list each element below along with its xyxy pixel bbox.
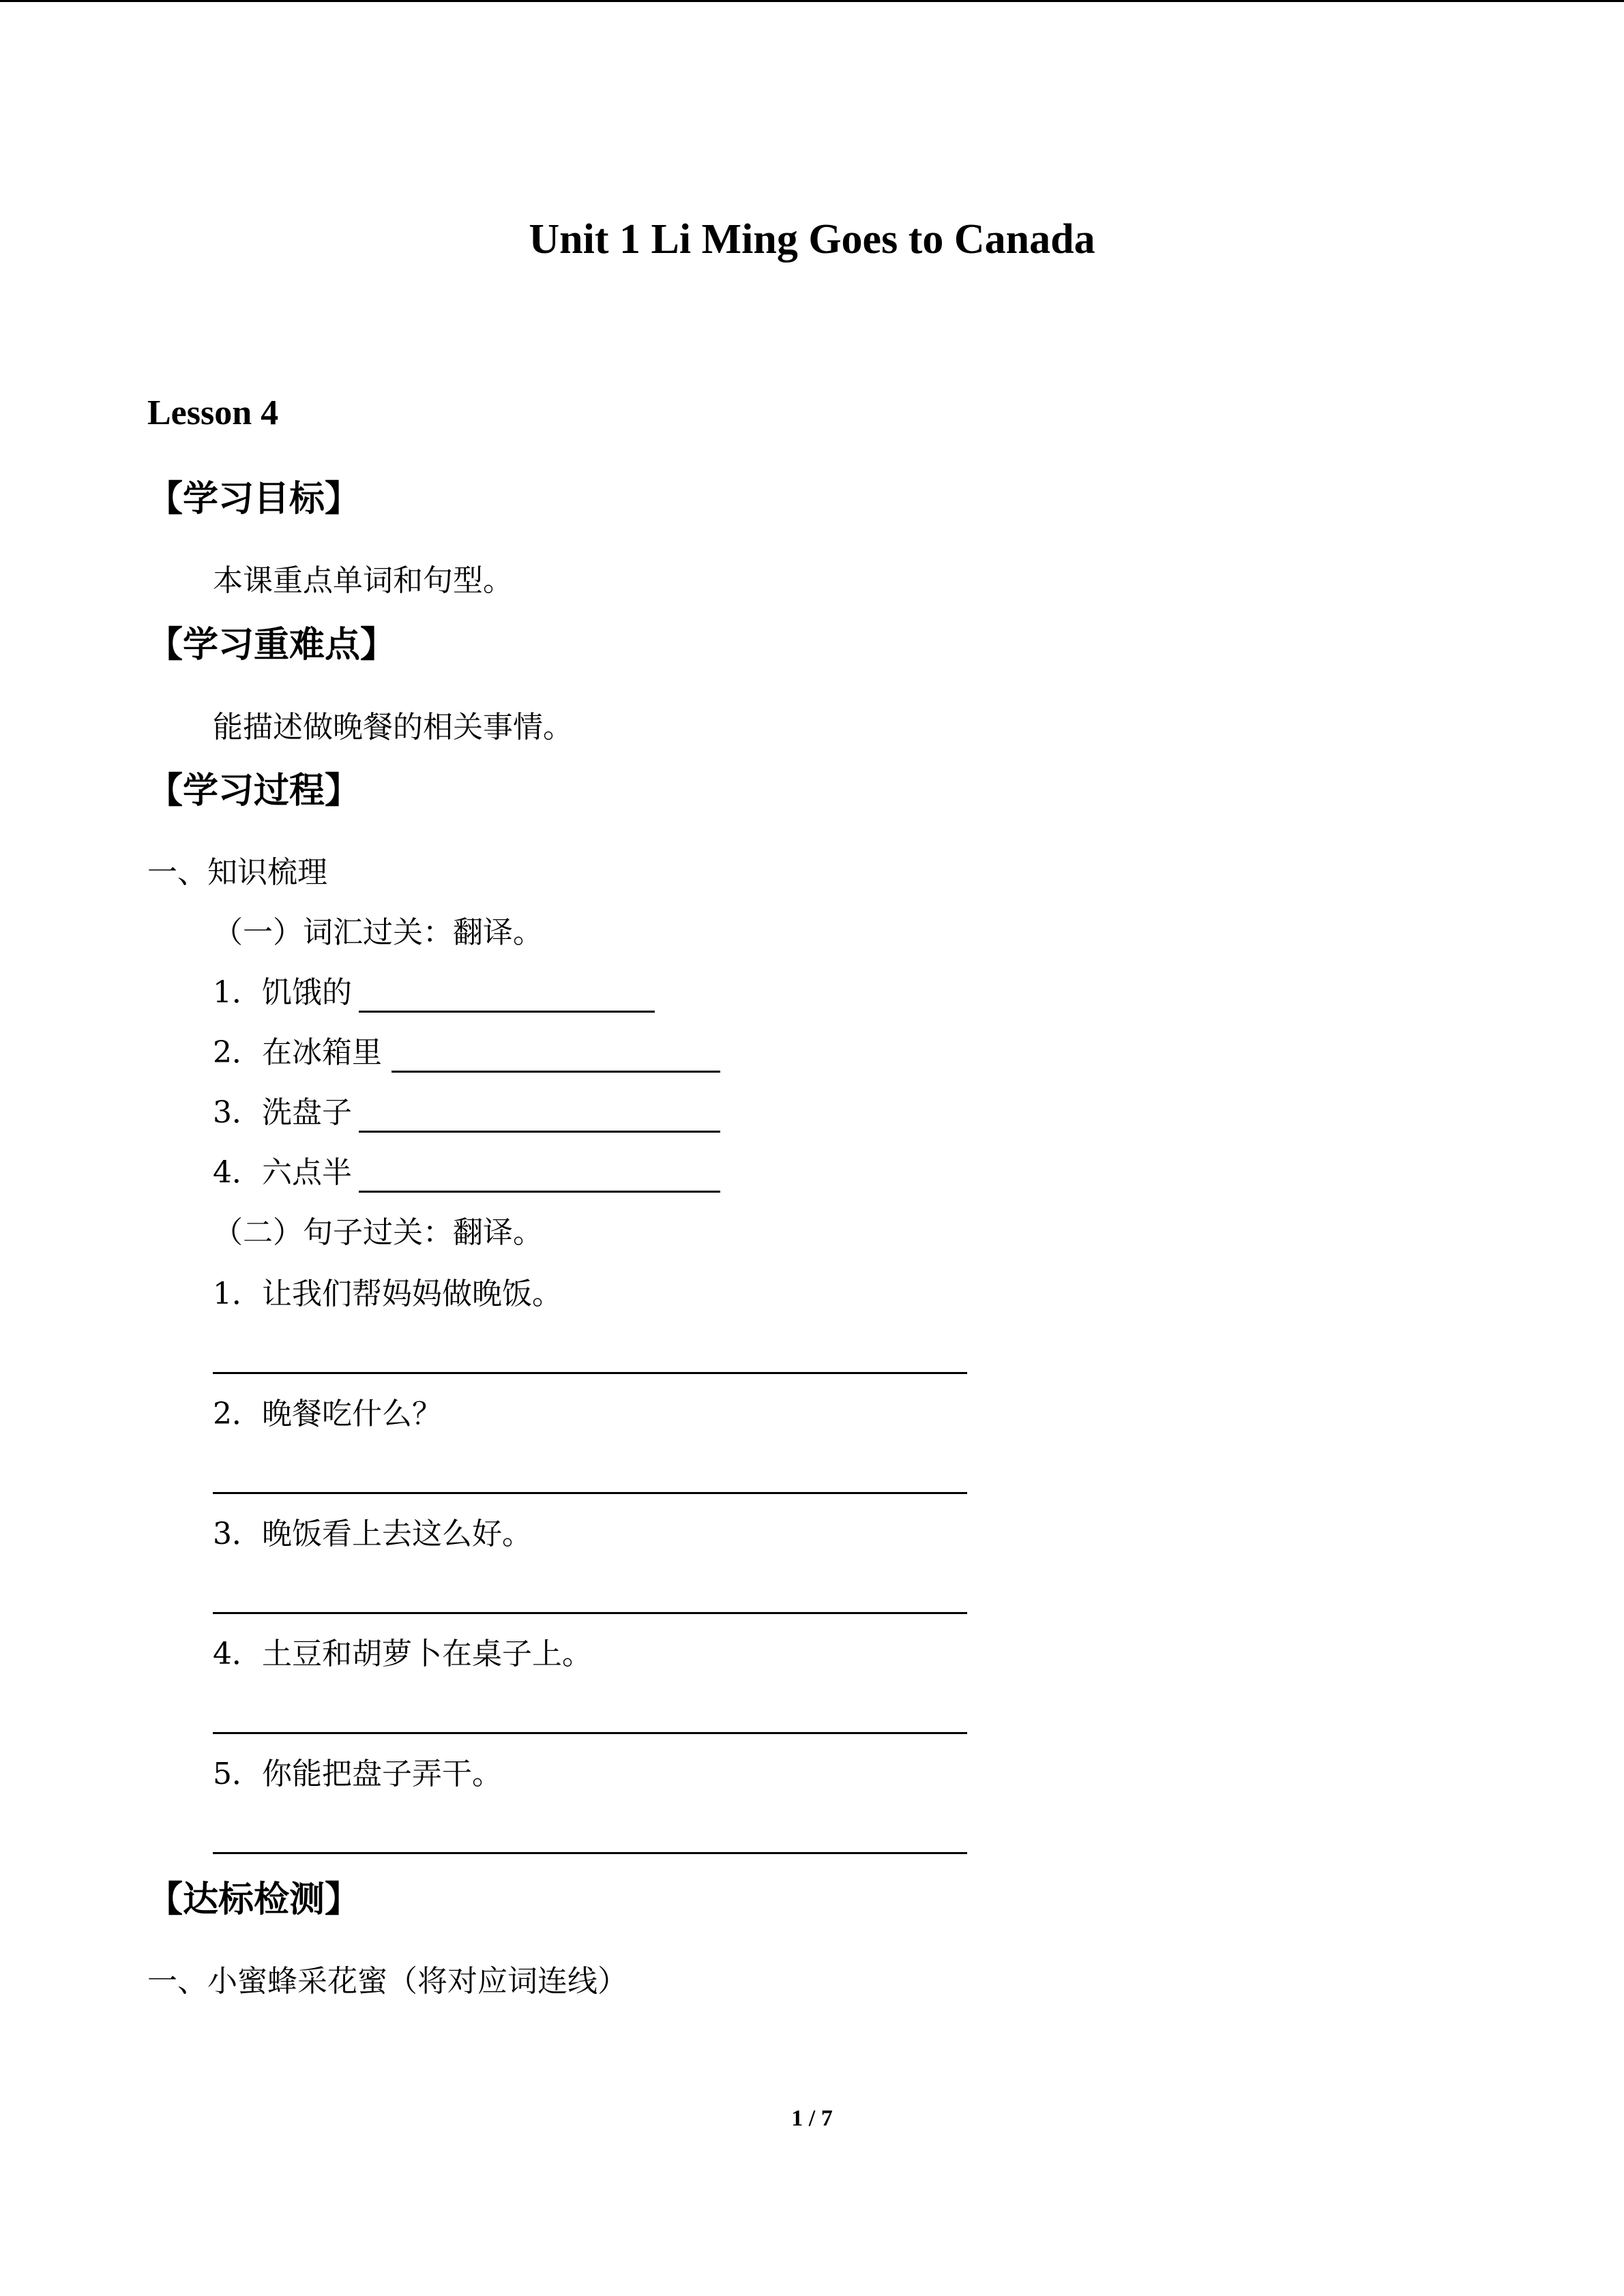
vocab-answer-blank-1[interactable] [359,1011,655,1013]
sentence-heading: （二）句子过关：翻译。 [213,1215,543,1250]
vocab-answer-blank-4[interactable] [359,1191,720,1193]
process-heading: 【学习过程】 [147,771,361,811]
vocab-answer-blank-2[interactable] [392,1071,720,1073]
matching-exercise-heading: 一、小蜜蜂采花蜜（将对应词连线） [147,1964,628,1999]
key-points-text: 能描述做晚餐的相关事情。 [213,710,573,745]
vocab-item-1: 1．饥饿的 [213,975,352,1010]
vocab-answer-blank-3[interactable] [359,1131,720,1133]
vocab-item-4: 4．六点半 [213,1155,352,1190]
goals-heading: 【学习目标】 [147,479,361,520]
sentence-answer-line-5[interactable] [213,1852,967,1854]
lesson-heading: Lesson 4 [147,393,279,432]
vocab-item-3: 3．洗盘子 [213,1095,352,1130]
knowledge-heading: 一、知识梳理 [147,855,327,890]
page-title: Unit 1 Li Ming Goes to Canada [529,216,1095,263]
sentence-answer-line-3[interactable] [213,1612,967,1614]
test-heading: 【达标检测】 [147,1879,361,1920]
page-number: 1 / 7 [791,2106,833,2131]
sentence-item-3: 3．晚饭看上去这么好。 [213,1517,532,1551]
sentence-item-5: 5．你能把盘子弄干。 [213,1757,502,1791]
sentence-answer-line-4[interactable] [213,1732,967,1734]
sentence-answer-line-1[interactable] [213,1372,967,1374]
sentence-item-4: 4．土豆和胡萝卜在桌子上。 [213,1637,592,1671]
sentence-answer-line-2[interactable] [213,1492,967,1494]
sentence-item-1: 1．让我们帮妈妈做晚饭。 [213,1277,562,1311]
top-border-line [0,0,1624,2]
key-points-heading: 【学习重难点】 [147,625,396,666]
vocab-item-2: 2．在冰箱里 [213,1035,382,1070]
vocab-heading: （一）词汇过关：翻译。 [213,915,543,950]
goals-text: 本课重点单词和句型。 [213,563,513,598]
sentence-item-2: 2．晚餐吃什么？ [213,1397,442,1431]
